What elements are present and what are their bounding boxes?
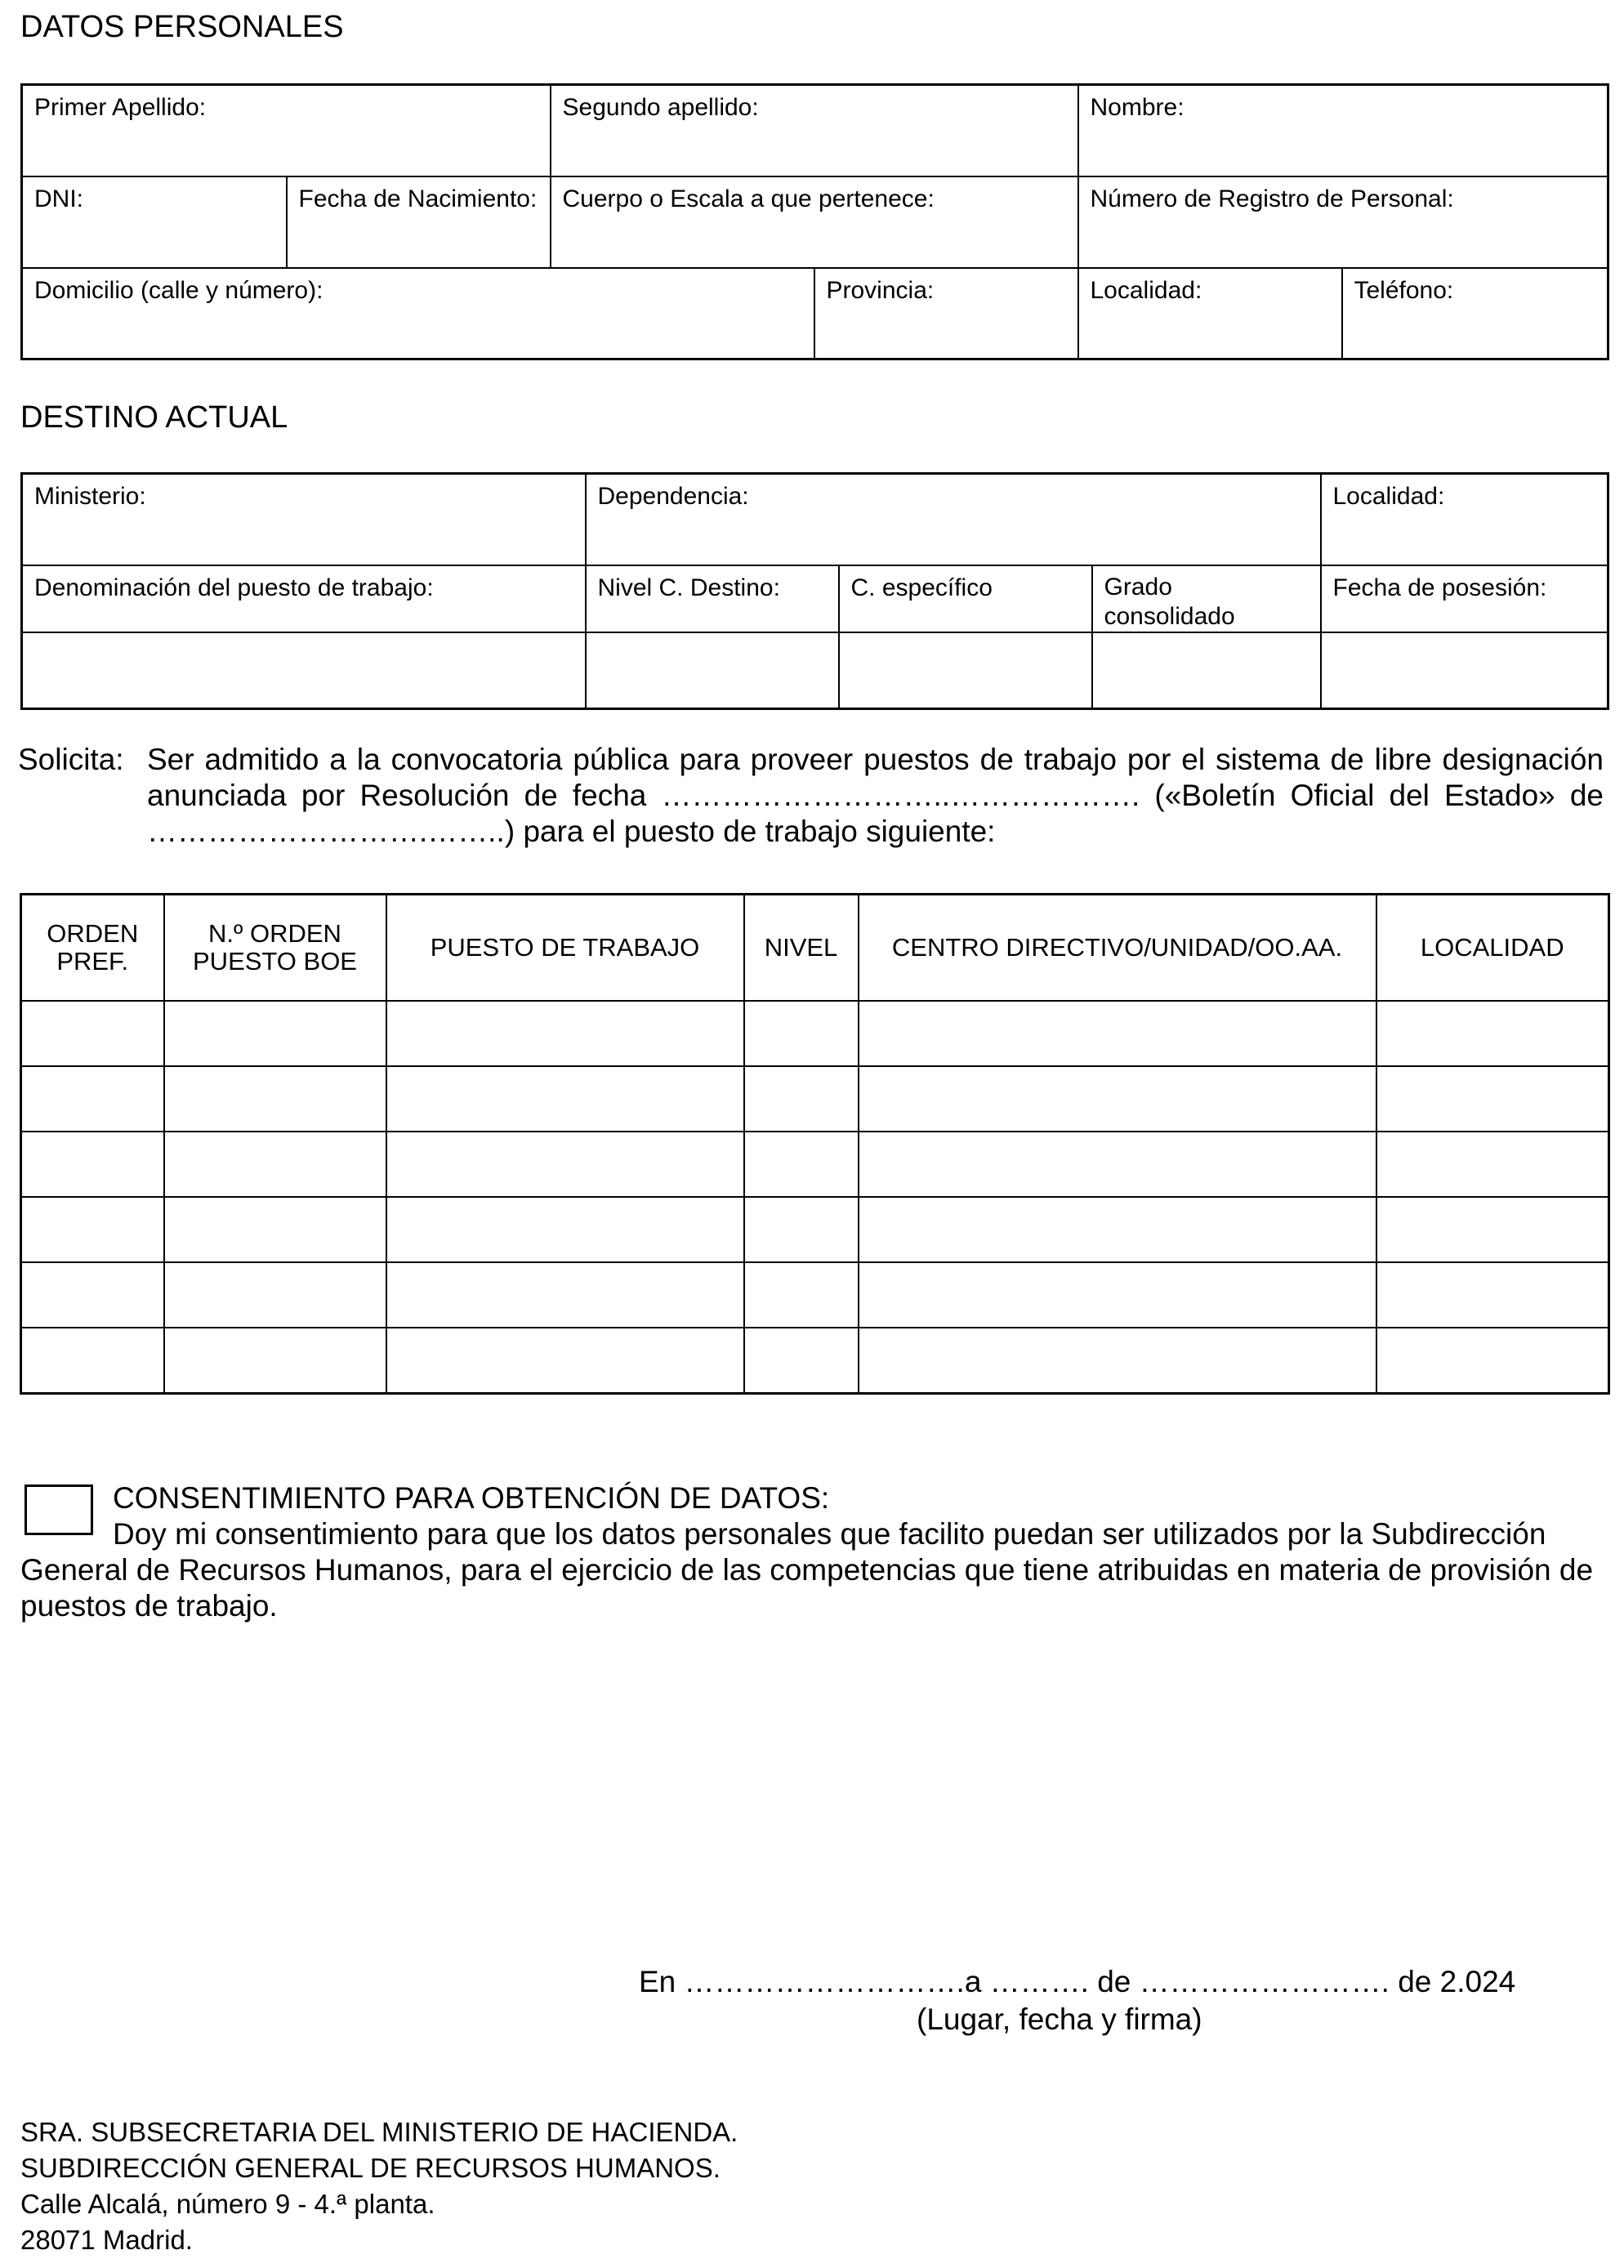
address-line-4: 28071 Madrid. xyxy=(20,2225,193,2255)
fecha-posesion-header: Fecha de posesión: xyxy=(1321,565,1608,632)
consent-body: Doy mi consentimiento para que los datos personales que facilito puedan ser utilizados por la Subdirección General de Recursos Humanos, para el ejercicio de las competencias que tiene atribuidas en materia de provisión de puestos de trabajo. xyxy=(20,1517,1594,1623)
table-cell[interactable] xyxy=(859,1001,1376,1066)
segundo-apellido-field[interactable] xyxy=(551,85,1078,176)
localidad-header: LOCALIDAD xyxy=(1376,895,1609,1002)
ministerio-field[interactable] xyxy=(22,474,586,565)
address-line-2: SUBDIRECCIÓN GENERAL DE RECURSOS HUMANOS. xyxy=(20,2153,721,2183)
table-cell[interactable] xyxy=(1376,1262,1609,1328)
address-line-3: Calle Alcalá, número 9 - 4.ª planta. xyxy=(20,2189,435,2219)
domicilio-label: Domicilio (calle y número): xyxy=(34,276,323,304)
solicita-label: Solicita: xyxy=(18,743,124,776)
table-cell[interactable] xyxy=(21,1001,164,1066)
segundo-apellido-label: Segundo apellido: xyxy=(562,94,759,121)
primer-apellido-label: Primer Apellido: xyxy=(34,94,207,121)
dni-label: DNI: xyxy=(34,185,83,212)
address-line-1: SRA. SUBSECRETARIA DEL MINISTERIO DE HACIENDA. xyxy=(20,2117,738,2147)
table-cell[interactable] xyxy=(1376,1328,1609,1394)
table-cell[interactable] xyxy=(386,1132,744,1197)
dependencia-field[interactable] xyxy=(586,474,1321,565)
table-cell[interactable] xyxy=(1376,1001,1609,1066)
puesto-trabajo-header: PUESTO DE TRABAJO xyxy=(386,895,744,1002)
primer-apellido-field[interactable] xyxy=(22,85,551,176)
table-cell[interactable] xyxy=(164,1262,386,1328)
provincia-field[interactable] xyxy=(814,268,1078,359)
provincia-label: Provincia: xyxy=(826,276,935,304)
table-cell[interactable] xyxy=(1376,1197,1609,1262)
table-header-row xyxy=(21,895,1609,1002)
telefono-field[interactable] xyxy=(1342,268,1608,359)
puestos-table xyxy=(20,893,1610,1395)
table-cell[interactable] xyxy=(744,1066,859,1132)
datos-personales-heading: DATOS PERSONALES xyxy=(20,10,344,44)
table-row xyxy=(21,1066,1609,1132)
table-cell[interactable] xyxy=(164,1066,386,1132)
table-cell[interactable] xyxy=(21,1132,164,1197)
table-cell[interactable] xyxy=(386,1262,744,1328)
fecha-posesion-input[interactable] xyxy=(1321,632,1608,709)
destino-localidad-label: Localidad: xyxy=(1332,483,1445,510)
table-cell[interactable] xyxy=(164,1132,386,1197)
domicilio-field[interactable] xyxy=(22,268,814,359)
localidad-field[interactable] xyxy=(1078,268,1342,359)
destino-localidad-field[interactable] xyxy=(1321,474,1608,565)
numero-registro-field[interactable] xyxy=(1078,176,1608,268)
table-cell[interactable] xyxy=(744,1132,859,1197)
table-cell[interactable] xyxy=(859,1197,1376,1262)
table-cell[interactable] xyxy=(164,1197,386,1262)
table-row xyxy=(21,1132,1609,1197)
table-cell[interactable] xyxy=(386,1066,744,1132)
grado-input[interactable] xyxy=(1092,632,1321,709)
table-cell[interactable] xyxy=(859,1132,1376,1197)
numero-registro-label: Número de Registro de Personal: xyxy=(1090,185,1454,212)
grado-header: Grado consolidado xyxy=(1092,565,1321,632)
datos-personales-table xyxy=(20,83,1609,360)
table-cell[interactable] xyxy=(21,1066,164,1132)
table-cell[interactable] xyxy=(386,1197,744,1262)
dni-field[interactable] xyxy=(22,176,287,268)
table-cell[interactable] xyxy=(744,1001,859,1066)
table-cell[interactable] xyxy=(859,1066,1376,1132)
cuerpo-escala-field[interactable] xyxy=(551,176,1078,268)
numero-orden-header: N.º ORDEN PUESTO BOE xyxy=(164,895,386,1002)
table-row xyxy=(21,1001,1609,1066)
cuerpo-escala-label: Cuerpo o Escala a que pertenece: xyxy=(562,185,935,212)
telefono-label: Teléfono: xyxy=(1354,276,1454,304)
table-cell[interactable] xyxy=(744,1328,859,1394)
nivel-header: NIVEL xyxy=(744,895,859,1002)
table-cell[interactable] xyxy=(744,1262,859,1328)
fecha-nacimiento-field[interactable] xyxy=(287,176,551,268)
signature-note: (Lugar, fecha y firma) xyxy=(917,2002,1202,2036)
localidad-label: Localidad: xyxy=(1090,276,1202,304)
c-especifico-header: C. específico xyxy=(839,565,1092,632)
table-row xyxy=(21,1197,1609,1262)
table-cell[interactable] xyxy=(1376,1066,1609,1132)
table-row xyxy=(21,1262,1609,1328)
fecha-nacimiento-label: Fecha de Nacimiento: xyxy=(298,185,538,212)
table-cell[interactable] xyxy=(859,1262,1376,1328)
table-cell[interactable] xyxy=(859,1328,1376,1394)
nombre-label: Nombre: xyxy=(1090,94,1185,121)
nivel-destino-header: Nivel C. Destino: xyxy=(586,565,839,632)
table-cell[interactable] xyxy=(386,1001,744,1066)
table-cell[interactable] xyxy=(1376,1132,1609,1197)
table-cell[interactable] xyxy=(164,1328,386,1394)
table-cell[interactable] xyxy=(164,1001,386,1066)
table-cell[interactable] xyxy=(21,1197,164,1262)
dependencia-label: Dependencia: xyxy=(597,483,749,510)
table-row xyxy=(21,1328,1609,1394)
signature-date-line: En ……………………….a ………. de ……………………. de 2.024 xyxy=(639,1965,1516,1998)
ministerio-label: Ministerio: xyxy=(34,483,146,510)
orden-pref-header: ORDEN PREF. xyxy=(21,895,164,1002)
centro-directivo-header: CENTRO DIRECTIVO/UNIDAD/OO.AA. xyxy=(859,895,1376,1002)
recipient-address xyxy=(20,2114,738,2258)
nombre-field[interactable] xyxy=(1078,85,1608,176)
destino-actual-table xyxy=(20,472,1609,710)
solicita-text: Ser admitido a la convocatoria pública para proveer puestos de trabajo por el sistema de libre designación anunciada por Resolución de fecha ………………………..………………. («Boletín Oficial del Estado» de ……………………….……..) para el puesto de trabajo siguiente: xyxy=(147,743,1604,848)
table-cell[interactable] xyxy=(744,1197,859,1262)
denominacion-header: Denominación del puesto de trabajo: xyxy=(22,565,586,632)
table-cell[interactable] xyxy=(21,1328,164,1394)
nivel-destino-input[interactable] xyxy=(586,632,839,709)
denominacion-input[interactable] xyxy=(22,632,586,709)
destino-actual-heading: DESTINO ACTUAL xyxy=(20,400,288,435)
table-cell[interactable] xyxy=(386,1328,744,1394)
consent-title: CONSENTIMIENTO PARA OBTENCIÓN DE DATOS: xyxy=(113,1481,830,1515)
table-cell[interactable] xyxy=(21,1262,164,1328)
c-especifico-input[interactable] xyxy=(839,632,1092,709)
